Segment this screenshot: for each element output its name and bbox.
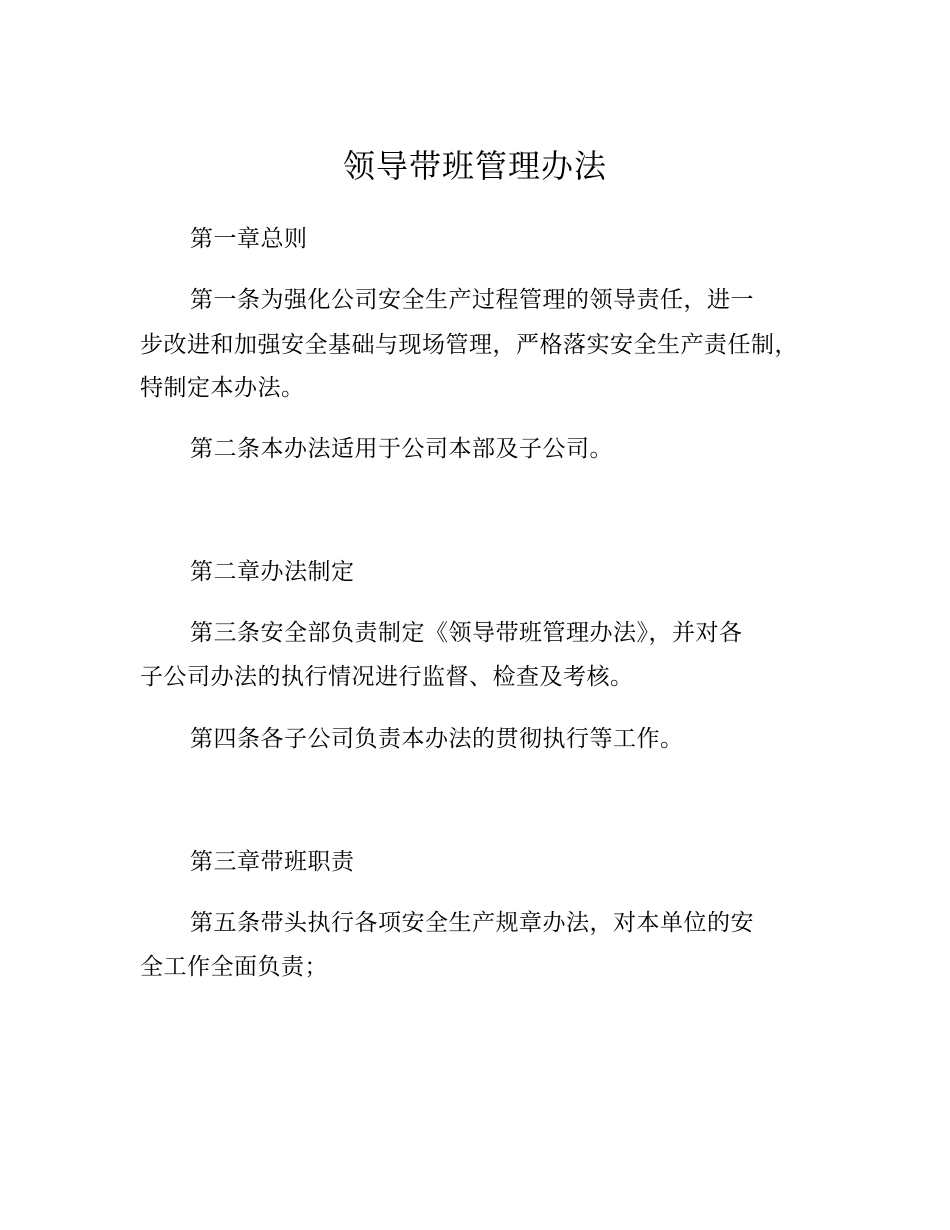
chapter-2-heading: 第二章办法制定: [190, 559, 355, 585]
chapter-1-heading: 第一章总则: [190, 226, 308, 252]
article-1-line-2: 步改进和加强安全基础与现场管理，严格落实安全生产责任制，: [140, 332, 798, 358]
document-title: 领导带班管理办法: [342, 147, 607, 185]
article-5-line-1: 第五条带头执行各项安全生产规章办法，对本单位的安: [190, 910, 754, 936]
article-3-line-1: 第三条安全部负责制定《领导带班管理办法》，并对各: [190, 620, 743, 646]
article-4-line-1: 第四条各子公司负责本办法的贯彻执行等工作。: [190, 726, 684, 752]
article-1-line-1: 第一条为强化公司安全生产过程管理的领导责任，进一: [190, 287, 754, 313]
article-2-line-1: 第二条本办法适用于公司本部及子公司。: [190, 436, 613, 462]
article-1-line-3: 特制定本办法。: [140, 375, 305, 401]
article-3-line-2: 子公司办法的执行情况进行监督、检查及考核。: [140, 664, 634, 690]
article-5-line-2: 全工作全面负责；: [140, 954, 328, 980]
chapter-3-heading: 第三章带班职责: [190, 849, 355, 875]
